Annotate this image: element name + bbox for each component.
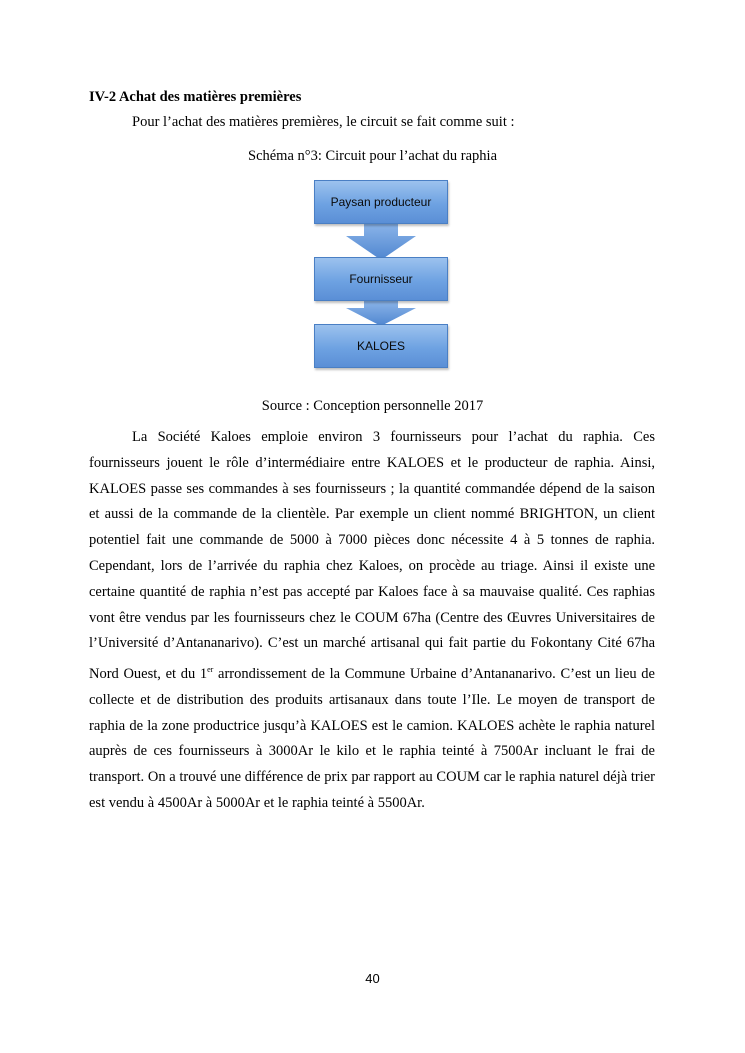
paragraph-text-part1: La Société Kaloes emploie environ 3 fournisseurs pour l’achat du raphia. Ces fournisseurs jouent le rôle d’intermédiaire entre KALOES et le producteur de raphia. Ainsi, KALOES passe ses commandes à ses fournisseurs ; la quantité commandée dépend de la saison et aussi de la commande de la clientèle. Par exemple un client nommé BRIGHTON, un client potentiel fait une commande de 5000 à 7000 pièces donc nécessite 4 à 5 tonnes de raphia. Cependant, lors de l’arrivée du raphia chez Kaloes, on procède au triage. Ainsi il existe une certaine quantité de raphia n’est pas accepté par Kaloes face à sa mauvaise qualité. Ces raphias vont être vendus par les fournisseurs chez le COUM 67ha (Centre des Œuvres Universitaires de l’Université d’Antananarivo). C’est un marché artisanal qui fait partie du Fokontany Cité 67ha Nord Ouest, et du 1 (89, 429, 655, 682)
ordinal-superscript: er (207, 665, 214, 675)
body-paragraph (89, 425, 655, 817)
diagram-caption: Schéma n°3: Circuit pour l’achat du raphia (248, 148, 497, 164)
flow-diagram (300, 178, 460, 378)
down-arrow-icon (346, 222, 416, 260)
paragraph-text-part2: arrondissement de la Commune Urbaine d’Antananarivo. C’est un lieu de collecte et de distribution des produits artisanaux dans toute l’Ile. Le moyen de transport de raphia de la zone productrice jusqu’à KALOES est le camion. KALOES achète le raphia naturel auprès de ces fournisseurs à 3000Ar le kilo et le raphia teinté à 7500Ar incluant le frai de transport. On a trouvé une différence de prix par rapport au COUM car le raphia naturel déjà trier est vendu à 4500Ar à 5000Ar et le raphia teinté à 5500Ar. (89, 666, 655, 811)
flow-box-kaloes: KALOES (314, 324, 448, 368)
down-arrow-icon (346, 300, 416, 326)
flow-box-paysan-producteur: Paysan producteur (314, 180, 448, 224)
intro-sentence: Pour l’achat des matières premières, le circuit se fait comme suit : (132, 114, 515, 130)
page-number: 40 (365, 971, 380, 986)
flow-box-fournisseur: Fournisseur (314, 257, 448, 301)
diagram-source: Source : Conception personnelle 2017 (261, 398, 484, 414)
section-heading: IV-2 Achat des matières premières (89, 89, 302, 105)
